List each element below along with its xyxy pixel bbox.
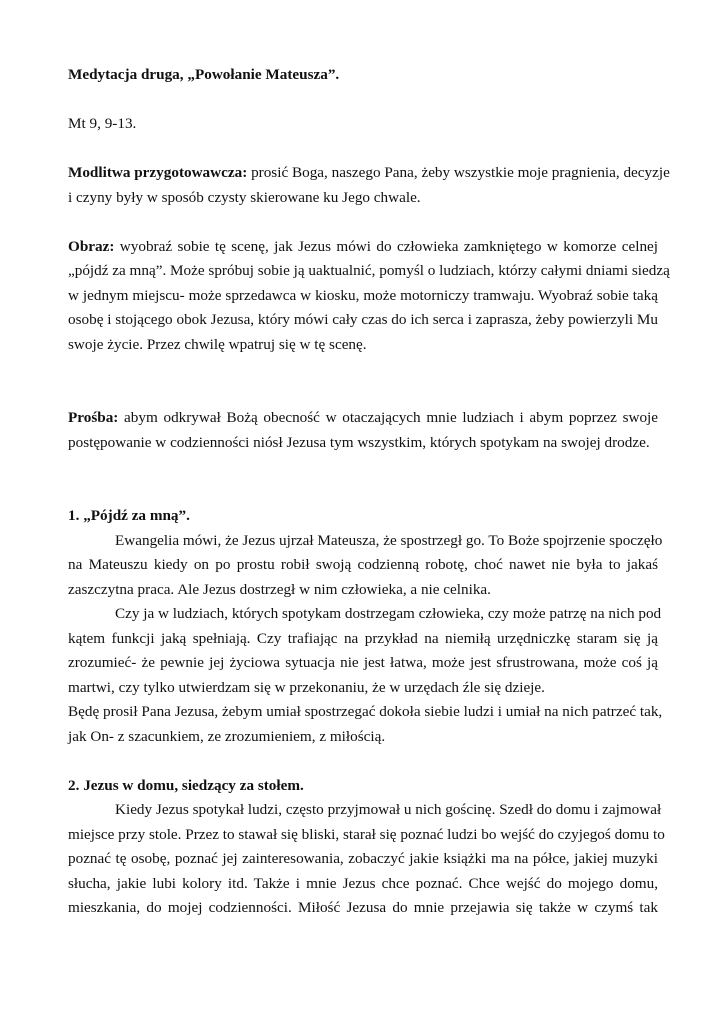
prayer-text: prosić Boga, naszego Pana, żeby wszystkie moje pragnienia, decyzje xyxy=(251,164,670,181)
section-2 xyxy=(68,774,665,921)
section-text: martwi, czy tylko utwierdzam się w przekonaniu, że w urzędach źle się dzieje. xyxy=(68,678,545,696)
image-text: wyobraź sobie tę scenę, jak Jezus mówi do człowieka zamkniętego w komorze celnej xyxy=(119,237,658,255)
scripture-reference: Mt 9, 9-13. xyxy=(68,115,137,132)
request-paragraph xyxy=(68,406,658,455)
section-text: Czy ja w ludziach, których spotykam dostrzegam człowieka, czy może patrzę na nich pod xyxy=(115,605,662,622)
image-text: osobę i stojącego obok Jezusa, który mówi cały czas do ich serca i zaprasza, żeby powierzyli Mu xyxy=(68,311,658,328)
request-label: Prośba: xyxy=(68,409,119,426)
section-heading: 1. „Pójdź za mną”. xyxy=(68,507,190,524)
section-text: zaszczytna praca. Ale Jezus dostrzegł w nim człowieka, a nie celnika. xyxy=(68,580,491,598)
section-text: poznać tę osobę, poznać jej zainteresowania, zobaczyć jakie książki ma na półce, jakiej muzyki xyxy=(68,850,658,867)
request-text: postępowanie w codzienności niósł Jezusa tym wszystkim, których spotykam na swojej drodze. xyxy=(68,433,650,451)
section-text: Będę prosił Pana Jezusa, żebym umiał spostrzegać dokoła siebie ludzi i umiał na nich patrzeć tak, xyxy=(68,703,663,720)
document-title: Medytacja druga, „Powołanie Mateusza”. xyxy=(68,66,340,83)
image-paragraph xyxy=(68,235,670,358)
section-1 xyxy=(68,504,663,749)
section-text: Kiedy Jezus spotykał ludzi, często przyjmował u nich gościnę. Szedł do domu i zajmował xyxy=(115,801,662,818)
section-text: zrozumieć- że pewnie jej życiowa sytuacja nie jest łatwa, może jest sfrustrowana, może coś ją xyxy=(68,654,658,671)
section-text: mieszkania, do mojej codzienności. Miłość Jezusa do mnie przejawia się także w czymś tak xyxy=(68,899,658,916)
prayer-label: Modlitwa przygotowawcza: xyxy=(68,164,248,181)
section-text: słucha, jakie lubi kolory itd. Także i mnie Jezus chce poznać. Chce wejść do mojego domu, xyxy=(68,874,658,892)
section-text: jak On- z szacunkiem, ze zrozumieniem, z miłością. xyxy=(68,727,386,745)
request-text: abym odkrywał Bożą obecność w otaczających mnie ludziach i abym poprzez swoje xyxy=(124,409,658,426)
prayer-paragraph xyxy=(68,161,670,210)
section-text: miejsce przy stole. Przez to stawał się bliski, starał się poznać ludzi bo wejść do czyjegoś domu to xyxy=(68,825,665,843)
section-text: na Mateuszu kiedy on po prostu robił swoją codzienną robotę, choć nawet nie była to jakaś xyxy=(68,556,658,573)
section-heading: 2. Jezus w domu, siedzący za stołem. xyxy=(68,776,304,794)
prayer-text: i czyny były w sposób czysty skierowane ku Jego chwale. xyxy=(68,188,421,206)
image-text: „pójdź za mną”. Może spróbuj sobie ją uaktualnić, pomyśl o ludziach, którzy całymi dniami siedzą xyxy=(68,262,670,279)
image-text: swoje życie. Przez chwilę wpatruj się w tę scenę. xyxy=(68,335,367,353)
section-text: Ewangelia mówi, że Jezus ujrzał Mateusza, że spostrzegł go. To Boże spojrzenie spoczęło xyxy=(115,531,663,549)
document-page xyxy=(68,63,670,921)
image-text: w jednym miejscu- może sprzedawca w kiosku, może motorniczy tramwaju. Wyobraź sobie taką xyxy=(68,286,658,304)
image-label: Obraz: xyxy=(68,237,115,255)
section-text: kątem funkcji jaką spełniają. Czy trafiając na przykład na niemiłą urzędniczkę staram się ją xyxy=(68,629,658,647)
